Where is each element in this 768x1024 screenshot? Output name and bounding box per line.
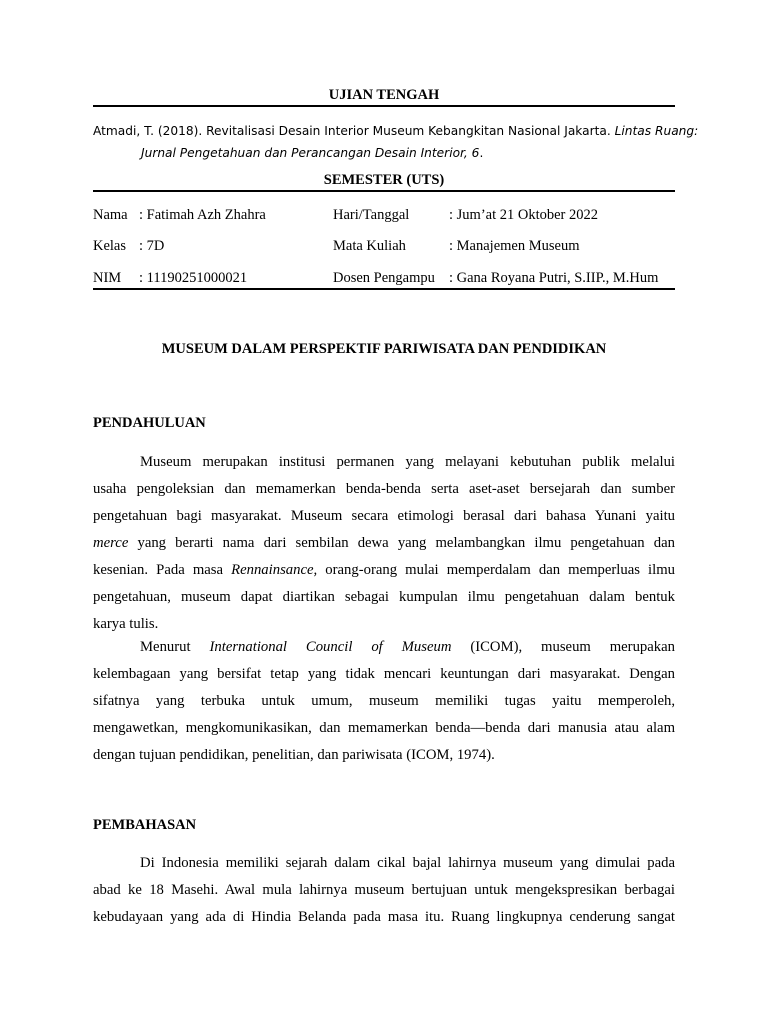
nim-value: : 11190251000021 [139,270,248,286]
text-run: kesenian. Pada masa [93,562,232,578]
italic-term: merce [93,535,129,551]
hari-value: : Jum’at 21 Oktober 2022 [449,207,599,223]
text-line [93,634,675,661]
text-line [93,557,675,584]
text-line: pengetahuan bagi masyarakat. Museum secara etimologi berasal dari bahasa Yunani yaitu [93,508,675,524]
subtitle-divider [93,190,675,192]
paragraph-pendahuluan-1 [93,449,675,638]
dosen-value: : Gana Royana Putri, S.IIP., M.Hum [449,270,659,286]
dosen-label: Dosen Pengampu [333,270,435,286]
kelas-value: : 7D [139,238,165,254]
kelas-label: Kelas [93,238,127,254]
text-line: karya tulis. [93,616,159,632]
text-line: kebudayaan yang ada di Hindia Belanda pada masa itu. Ruang lingkupnya cenderung sangat [93,909,675,925]
text-run: (ICOM), museum merupakan [451,639,675,655]
text-line: pengetahuan, museum dapat diartikan sebagai kumpulan ilmu pengetahuan dalam bentuk [93,589,675,605]
main-title: MUSEUM DALAM PERSPEKTIF PARIWISATA DAN PENDIDIKAN [161,341,607,357]
text-line: kelembagaan yang bersifat tetap yang tidak mencari keuntungan dari masyarakat. Dengan [93,666,675,682]
info-divider [93,288,675,290]
text-line [93,530,675,557]
citation [93,120,699,164]
paragraph-pembahasan-1 [93,850,675,931]
top-divider [93,105,675,107]
text-line: Museum merupakan institusi permanen yang melayani kebutuhan publik melalui [140,454,675,470]
nama-label: Nama [93,207,128,223]
matkul-value: : Manajemen Museum [449,238,580,254]
matkul-label: Mata Kuliah [333,238,406,254]
exam-subtitle: SEMESTER (UTS) [323,172,445,188]
hari-label: Hari/Tanggal [333,207,410,223]
paragraph-pendahuluan-2 [93,634,675,769]
italic-term: International Council of Museum [209,639,452,655]
text-run: orang-orang mulai memperdalam dan memperluas ilmu [317,562,675,578]
exam-title: UJIAN TENGAH [328,87,440,103]
text-line: sifatnya yang terbuka untuk umum, museum memiliki tugas yaitu memperoleh, [93,693,675,709]
text-line: dengan tujuan pendidikan, penelitian, dan pariwisata (ICOM, 1974). [93,747,495,763]
citation-journal: Lintas Ruang: [614,124,699,138]
italic-term: Rennainsance, [231,562,318,578]
nama-value: : Fatimah Azh Zhahra [139,207,266,223]
citation-text: Atmadi, T. (2018). Revitalisasi Desain Interior Museum Kebangkitan Nasional Jakarta. [93,124,615,138]
text-run: Menurut [140,639,210,655]
text-run: yang berarti nama dari sembilan dewa yang melambangkan ilmu pengetahuan dan [128,535,675,551]
section-heading-pembahasan: PEMBAHASAN [93,817,197,833]
text-line: Di Indonesia memiliki sejarah dalam cikal bajal lahirnya museum yang dimulai pada [140,855,675,871]
text-line: abad ke 18 Masehi. Awal mula lahirnya museum bertujuan untuk mengekspresikan berbagai [93,882,675,898]
text-line: usaha pengoleksian dan memamerkan benda-benda serta aset-aset bersejarah dan sumber [93,481,675,497]
citation-journal-cont: Jurnal Pengetahuan dan Perancangan Desain Interior, 6 [141,146,480,160]
citation-end: . [479,146,484,160]
nim-label: NIM [93,270,122,286]
text-line: mengawetkan, mengkomunikasikan, dan memamerkan benda—benda dari manusia atau alam [93,720,675,736]
section-heading-pendahuluan: PENDAHULUAN [93,415,206,431]
